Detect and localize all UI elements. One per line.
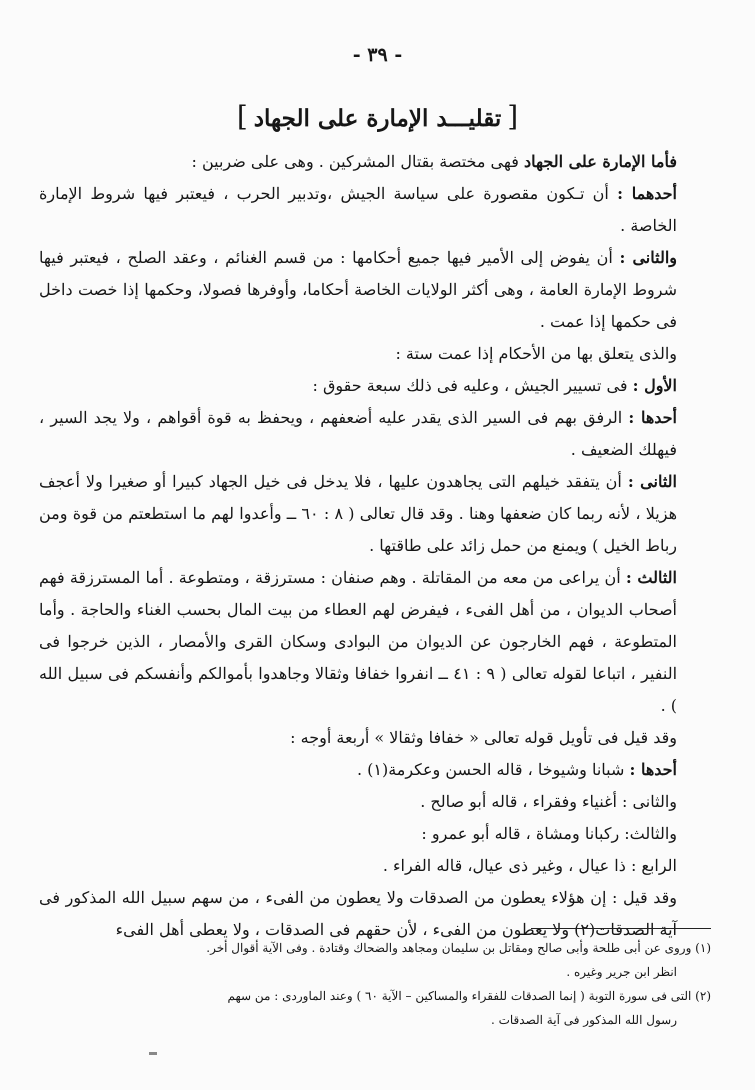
paragraph-text: وقد قيل فى تأويل قوله تعالى « خفافا وثقالا » أربعة أوجه : [290,728,677,747]
footnote: (١) وروى عن أبى طلحة وأبى صالح ومقاتل بن سليمان ومجاهد والضحاك وقتادة . وفى الآية أقوال أخر. [206,941,711,955]
body-text [39,146,711,946]
paragraph-lead: أحدها : [628,408,677,427]
paragraph-text: فى تسيير الجيش ، وعليه فى ذلك سبعة حقوق : [312,376,633,395]
body-paragraph [39,146,711,178]
paragraph-text: شبانا وشيوخا ، قاله الحسن وعكرمة(١) . [356,760,630,779]
footnote-continuation: رسول الله المذكور فى آية الصدقات . [490,1013,677,1027]
paragraph-text: والثانى : أغنياء وفقراء ، قاله أبو صالح . [420,792,677,811]
body-paragraph [39,370,711,402]
paragraph-text: الرابع : ذا عيال ، وغير ذى عيال، قاله الفراء . [382,856,677,875]
paragraph-text: أن يفوض إلى الأمير فيها جميع أحكامها : من قسم الغنائم ، وعقد الصلح ، فيعتبر فيها شروط الإمارة العامة ، وهى أكثر الولايات الخاصة أحكاما، وأوفرها فصولا، وحكمها إذا خصت داخل فى حكمها إذا عمت . [39,248,677,331]
paragraph-lead: الثانى : [627,472,677,491]
section-heading [0,100,755,133]
paragraph-lead: الأول : [632,376,677,395]
body-paragraph [39,850,711,882]
footnote: (٢) التى فى سورة التوبة ( إنما الصدقات للفقراء والمساكين – الآية ٦٠ ) وعند الماوردى : من سهم [227,989,711,1003]
body-paragraph [39,786,711,818]
page-number: - ٣٩ - [352,44,403,66]
body-paragraph [39,338,711,370]
paragraph-lead: أحدها : [629,760,677,779]
footnote-divider [531,928,711,929]
body-paragraph [39,562,711,722]
paragraph-text: أن يراعى من معه من المقاتلة . وهم صنفان : مسترزقة ، ومتطوعة . أما المسترزقة فهم أصحاب الديوان ، من أهل الفىء ، فيفرض لهم العطاء من بيت المال بحسب الغناء والحاجة . وأما المتطوعة ، فهم الخارجون عن الديوان من البوادى وسكان القرى والأمصار ، الذين خرجوا فى النفير ، اتباعا لقوله تعالى ( ٩ : ٤١ ــ انفروا خفافا وثقالا وجاهدوا بأموالكم وأنفسكم فى سبيل الله ) . [39,568,678,715]
heading-title: تقليـــد الإمارة على الجهاد [253,105,502,132]
paragraph-text: فهى مختصة بقتال المشركين . وهى على ضربين : [191,152,524,171]
paragraph-text: والثالث: ركبانا ومشاة ، قاله أبو عمرو : [421,824,677,843]
footnote-continuation: انظر ابن جرير وغيره . [566,965,677,979]
paragraph-lead: فأما الإمارة على الجهاد [523,152,677,171]
body-paragraph [39,402,711,466]
paragraph-lead: الثالث : [625,568,678,587]
footnotes [39,936,711,1032]
body-paragraph [39,818,711,850]
scan-speck [149,1052,157,1055]
heading-close-bracket: ] [236,100,248,133]
body-paragraph [39,722,711,754]
heading-open-bracket: [ [507,100,519,133]
paragraph-lead: أحدهما : [617,184,677,203]
body-paragraph [39,754,711,786]
paragraph-text: أن تـكون مقصورة على سياسة الجيش ،وتدبير الحرب ، فيعتبر فيها شروط الإمارة الخاصة . [39,184,677,235]
paragraph-text: أن يتفقد خيلهم التى يجاهدون عليها ، فلا يدخل فى خيل الجهاد كبيرا أو صغيرا ولا أعجف هزيلا ، لأنه ربما كان ضعفها وهنا . وقد قال تعالى ( ٨ : ٦٠ ــ وأعدوا لهم ما استطعتم من قوة ومن رباط الخيل ) ويمنع من حمل زائد على طاقتها . [39,472,678,555]
paragraph-text: وقد قيل : إن هؤلاء يعطون من الصدقات ولا يعطون من الفىء ، من سهم سبيل الله المذكور فى آية الصدقات(٢) ولا يعطون من الفىء ، لأن حقهم فى الصدقات ، ولا يعطى أهل الفىء [39,888,677,939]
body-paragraph [39,242,711,338]
body-paragraph [39,466,711,562]
paragraph-lead: والثانى : [619,248,678,267]
paragraph-text: والذى يتعلق بها من الأحكام إذا عمت ستة : [395,344,677,363]
body-paragraph [39,178,711,242]
paragraph-text: الرفق بهم فى السير الذى يقدر عليه أضعفهم ، ويحفظ به قوة أقواهم ، ولا يجد السير ، فيهلك الضعيف . [39,408,677,459]
